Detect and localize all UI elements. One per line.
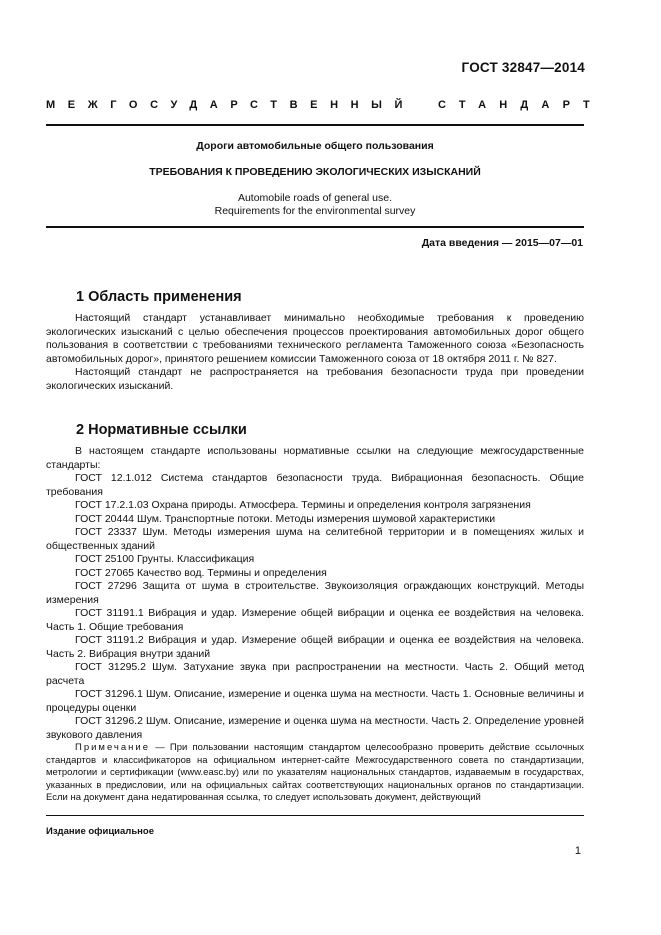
title-en-line1: Automobile roads of general use. [237, 192, 393, 204]
section1-heading: 1 Область применения [76, 289, 242, 305]
reference-item: ГОСТ 27065 Качество вод. Термины и определения [75, 566, 327, 579]
note-block [46, 742, 584, 805]
official-edition-label: Издание официальное [46, 826, 154, 837]
reference-item: ГОСТ 27296 Защита от шума в строительстве. Звукоизоляция ограждающих конструкций. Методы измерения [46, 580, 584, 606]
reference-item: ГОСТ 31296.2 Шум. Описание, измерение и оценка шума на местности. Часть 2. Определение уровней звукового давления [46, 715, 584, 741]
intro-date: Дата введения — 2015—07—01 [421, 237, 583, 249]
reference-item: ГОСТ 12.1.012 Система стандартов безопасности труда. Вибрационная безопасность. Общие требования [46, 472, 584, 498]
reference-item: ГОСТ 23337 Шум. Методы измерения шума на селитебной территории и в помещениях жилых и общественных зданий [46, 526, 584, 552]
top-divider [46, 124, 584, 126]
section2-body [46, 445, 584, 742]
reference-item: ГОСТ 25100 Грунты. Классификация [75, 553, 255, 565]
section1-body [46, 312, 584, 393]
reference-item: ГОСТ 20444 Шум. Транспортные потоки. Методы измерения шумовой характеристики [75, 512, 496, 525]
section2-intro: В настоящем стандарте использованы нормативные ссылки на следующие межгосударственные стандарты: [46, 445, 584, 471]
note-paragraph [46, 742, 584, 805]
standard-word: СТАНДАРТ [438, 99, 603, 111]
reference-item: ГОСТ 31191.1 Вибрация и удар. Измерение общей вибрации и оценка ее воздействия на человека. Часть 1. Общие требования [46, 607, 584, 633]
gost-code: ГОСТ 32847—2014 [461, 60, 585, 75]
reference-item: ГОСТ 31191.2 Вибрация и удар. Измерение общей вибрации и оценка ее воздействия на человека. Часть 2. Вибрация внутри зданий [46, 634, 584, 660]
note-text: — При пользовании настоящим стандартом целесообразно проверить действие ссылочных стандартов и классификаторов на официальном интернет-сайте Межгосударственного совета по стандартизации, метрологии и сертификации (www.easc.by) или по указателям национальных стандартов, издаваемым в государствах, указанных в предисловии, или на официальных сайтах соответствующих национальных органов по стандартизации. Если на документ дана недатированная ссылка, то следует использовать документ, действующий [46, 742, 584, 803]
section2-heading: 2 Нормативные ссылки [76, 422, 247, 438]
note-label: Примечание [75, 742, 150, 753]
interstate-word: МЕЖГОСУДАРСТВЕННЫЙ [46, 99, 416, 111]
title-divider [46, 226, 584, 228]
title-ru-line2: ТРЕБОВАНИЯ К ПРОВЕДЕНИЮ ЭКОЛОГИЧЕСКИХ ИЗЫСКАНИЙ [149, 166, 481, 178]
interstate-standard-banner [46, 99, 603, 115]
page-number: 1 [574, 845, 581, 857]
reference-item: ГОСТ 17.2.1.03 Охрана природы. Атмосфера. Термины и определения контроля загрязнения [75, 499, 531, 511]
title-en-line2: Requirements for the environmental survey [214, 205, 416, 217]
title-ru-line1: Дороги автомобильные общего пользования [196, 140, 434, 152]
section1-paragraph: Настоящий стандарт не распространяется на требования безопасности труда при проведении экологических изысканий. [46, 366, 584, 392]
footer-divider [46, 815, 584, 816]
section1-paragraph: Настоящий стандарт устанавливает минимально необходимые требования к проведению экологических изысканий с целью обеспечения процессов проектирования автомобильных дорог общего пользования в соответствии с требованиями технического регламента Таможенного союза «Безопасность автомобильных дорог», принятого решением комиссии Таможенного союза от 18 октября 2011 г. № 827. [46, 312, 584, 365]
reference-item: ГОСТ 31295.2 Шум. Затухание звука при распространении на местности. Часть 2. Общий метод расчета [46, 661, 584, 687]
reference-item: ГОСТ 31296.1 Шум. Описание, измерение и оценка шума на местности. Часть 1. Основные величины и процедуры оценки [46, 688, 584, 714]
